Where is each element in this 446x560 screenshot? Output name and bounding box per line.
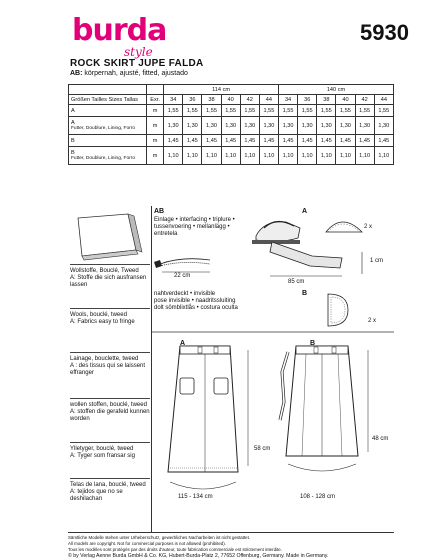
table-cell: 1,30 [298, 117, 317, 135]
table-row [69, 105, 394, 117]
fabric-swatch-icon [72, 210, 148, 262]
footer [68, 535, 398, 559]
table-cell: 1,45 [355, 135, 374, 147]
skirt-a-hem-arc [170, 482, 236, 489]
row-label [69, 135, 147, 147]
table-cell: 1,10 [240, 147, 259, 165]
skirt-b-illustration [286, 346, 358, 456]
size-header: 36 [298, 95, 317, 105]
table-cell: 1,30 [317, 117, 336, 135]
size-header: 38 [317, 95, 336, 105]
fabric-text-en: Wools, bouclé, tweed A: Fabrics easy to fringe [70, 312, 135, 325]
view-b-length: 48 cm [372, 436, 389, 442]
footer-line-2: All models are copyright. Not for commercial purposes is not allowed (prohibited). [68, 541, 226, 546]
size-header: 44 [374, 95, 393, 105]
size-header: 44 [259, 95, 278, 105]
zipper-length: 22 cm [174, 273, 191, 279]
tape-width: 1 cm [370, 258, 384, 264]
table-cell: 1,45 [240, 135, 259, 147]
table-cell: 1,45 [259, 135, 278, 147]
fabric-recommendations [68, 206, 152, 532]
table-cell: 1,10 [259, 147, 278, 165]
size-header: 42 [355, 95, 374, 105]
view-a-label: A [180, 340, 186, 347]
brand-name: burda [72, 13, 167, 48]
row-label [69, 117, 147, 135]
size-header: 40 [336, 95, 355, 105]
table-cell: 1,55 [317, 105, 336, 117]
interfacing-text: Einlage • interfacing • triplure • tussenvoering • mellanlägg • entretela [154, 217, 235, 237]
table-cell: 1,55 [298, 105, 317, 117]
table-cell: 1,45 [202, 135, 221, 147]
lining-label: Futter, Doublure, Lining, Forro [71, 125, 135, 131]
table-cell: 1,30 [355, 117, 374, 135]
notions-label-ab: AB [154, 208, 165, 215]
label-a-top: A [302, 208, 308, 215]
skirt-b-hem-arc [288, 464, 356, 471]
table-cell: 1,55 [259, 105, 278, 117]
unit-cell: m [147, 135, 164, 147]
view-a-length: 58 cm [254, 446, 271, 452]
view-letter: B [71, 137, 75, 144]
table-cell: 1,55 [336, 105, 355, 117]
table-cell: 1,30 [374, 117, 393, 135]
fabric-sv [70, 442, 150, 478]
page-title: ROCK SKIRT JUPE FALDA [70, 58, 204, 69]
table-cell: 1,45 [183, 135, 202, 147]
qty-b: 2 x [368, 318, 377, 324]
view-a-hem: 115 - 134 cm [178, 494, 213, 500]
tape-length: 85 cm [288, 279, 305, 285]
bottom-rule [68, 532, 394, 533]
table-cell: 1,10 [317, 147, 336, 165]
footer-copyright: © by Verlag Aenne Burda GmbH & Co. KG, Hubert-Burda-Platz 2, 77652 Offenburg, Germany. Made in Germany. [68, 553, 329, 559]
table-cell: 1,30 [221, 117, 240, 135]
table-cell: 1,30 [164, 117, 183, 135]
table-cell: 1,45 [164, 135, 183, 147]
size-header: 38 [202, 95, 221, 105]
view-letter: A [71, 119, 75, 126]
fabric-es [70, 478, 150, 528]
table-cell: 1,55 [183, 105, 202, 117]
fit-description [70, 70, 188, 77]
table-corner [69, 85, 147, 95]
view-letter: A [71, 107, 75, 114]
fabric-text-de: Wollstoffe, Bouclé, Tweed A: Stoffe die sich ausfransen lassen [70, 268, 147, 288]
fabric-text-fr: Lainage, bouclette, tweed A : des tissus qui se laissent effranger [70, 356, 146, 376]
table-row [69, 135, 394, 147]
width-header-140: 140 cm [278, 85, 393, 95]
table-cell: 1,10 [164, 147, 183, 165]
fabric-text-sv: Ylletyger, bouclé, tweed A: Tyger som fransar sig [70, 446, 135, 459]
fabric-text-es: Telas de lana, bouclé, tweed A: tejidos que no se deshilachan [70, 482, 146, 502]
fit-text: körpernah, ajusté, fitted, ajustado [82, 70, 188, 77]
pocket-piece-b-icon [328, 294, 348, 326]
size-header: 42 [240, 95, 259, 105]
table-cell: 1,45 [336, 135, 355, 147]
pattern-number: 5930 [360, 20, 409, 45]
fabric-de [70, 264, 150, 308]
table-cell: 1,30 [278, 117, 297, 135]
table-cell: 1,10 [278, 147, 297, 165]
table-cell: 1,45 [317, 135, 336, 147]
table-cell: 1,30 [183, 117, 202, 135]
view-b-hem: 108 - 128 cm [300, 494, 336, 500]
notions-and-views-drawing [152, 206, 394, 532]
row-label [69, 147, 147, 165]
table-cell: 1,30 [336, 117, 355, 135]
unit-cell: m [147, 147, 164, 165]
table-cell: 1,55 [240, 105, 259, 117]
lining-label: Futter, Doublure, Lining, Forro [71, 155, 135, 161]
qty-a: 2 x [364, 224, 373, 230]
unit-header: Exr. [147, 95, 164, 105]
table-cell: 1,45 [221, 135, 240, 147]
table-cell: 1,10 [298, 147, 317, 165]
width-header-114: 114 cm [164, 85, 279, 95]
table-cell: 1,55 [374, 105, 393, 117]
fabric-text-nl: wollen stoffen, bouclé, tweed A: stoffen die gerafeld kunnen worden [70, 402, 150, 422]
brand-sub: style [124, 45, 153, 59]
table-row [69, 117, 394, 135]
table-cell: 1,45 [374, 135, 393, 147]
table-cell: 1,10 [202, 147, 221, 165]
fabric-nl [70, 398, 150, 442]
fit-prefix: AB: [70, 70, 83, 77]
fabric-fr [70, 352, 150, 398]
table-cell: 1,55 [355, 105, 374, 117]
footer-line-3: Tous les modèles sont protégés par des droits d'auteur, toute fabrication commerciale est strictement interdite. [68, 547, 282, 552]
iron-icon [252, 221, 300, 244]
unit-cell: m [147, 117, 164, 135]
table-cell: 1,55 [221, 105, 240, 117]
table-cell: 1,55 [164, 105, 183, 117]
table-cell: 1,10 [355, 147, 374, 165]
fabric-requirement-table [68, 84, 394, 165]
belt-icon [280, 352, 288, 420]
table-cell: 1,30 [259, 117, 278, 135]
footer-line-1: Sämtliche Modelle stehen unter Urheberschutz, gewerbliches Nacharbeiten ist nicht gestattet. [68, 535, 251, 540]
table-row [69, 147, 394, 165]
size-header: 34 [278, 95, 297, 105]
row-label [69, 105, 147, 117]
table-cell: 1,45 [278, 135, 297, 147]
size-header: 36 [183, 95, 202, 105]
table-cell: 1,30 [240, 117, 259, 135]
table-cell: 1,55 [202, 105, 221, 117]
table-cell: 1,10 [183, 147, 202, 165]
size-header: 34 [164, 95, 183, 105]
view-b-label: B [310, 340, 316, 347]
unit-cell: m [147, 105, 164, 117]
burda-style-logo [72, 13, 167, 62]
table-cell: 1,55 [278, 105, 297, 117]
view-letter: B [71, 149, 75, 156]
zipper-icon [154, 259, 210, 268]
table-corner-unit [147, 85, 164, 95]
size-label: Größen Tailles Sizes Tallas [69, 95, 147, 105]
fabric-en [70, 308, 150, 352]
table-cell: 1,10 [221, 147, 240, 165]
label-b-top: B [302, 290, 308, 297]
table-cell: 1,45 [298, 135, 317, 147]
size-header: 40 [221, 95, 240, 105]
tape-roll-icon [270, 242, 342, 268]
table-cell: 1,10 [374, 147, 393, 165]
table-cell: 1,10 [336, 147, 355, 165]
table-cell: 1,30 [202, 117, 221, 135]
zipper-text: nahtverdeckt • invisible pose invisible • naadritssluiting dolt sömblixtlås • costura oculta [154, 291, 238, 311]
pocket-piece-a-icon [326, 222, 362, 232]
skirt-a-illustration [168, 346, 238, 472]
